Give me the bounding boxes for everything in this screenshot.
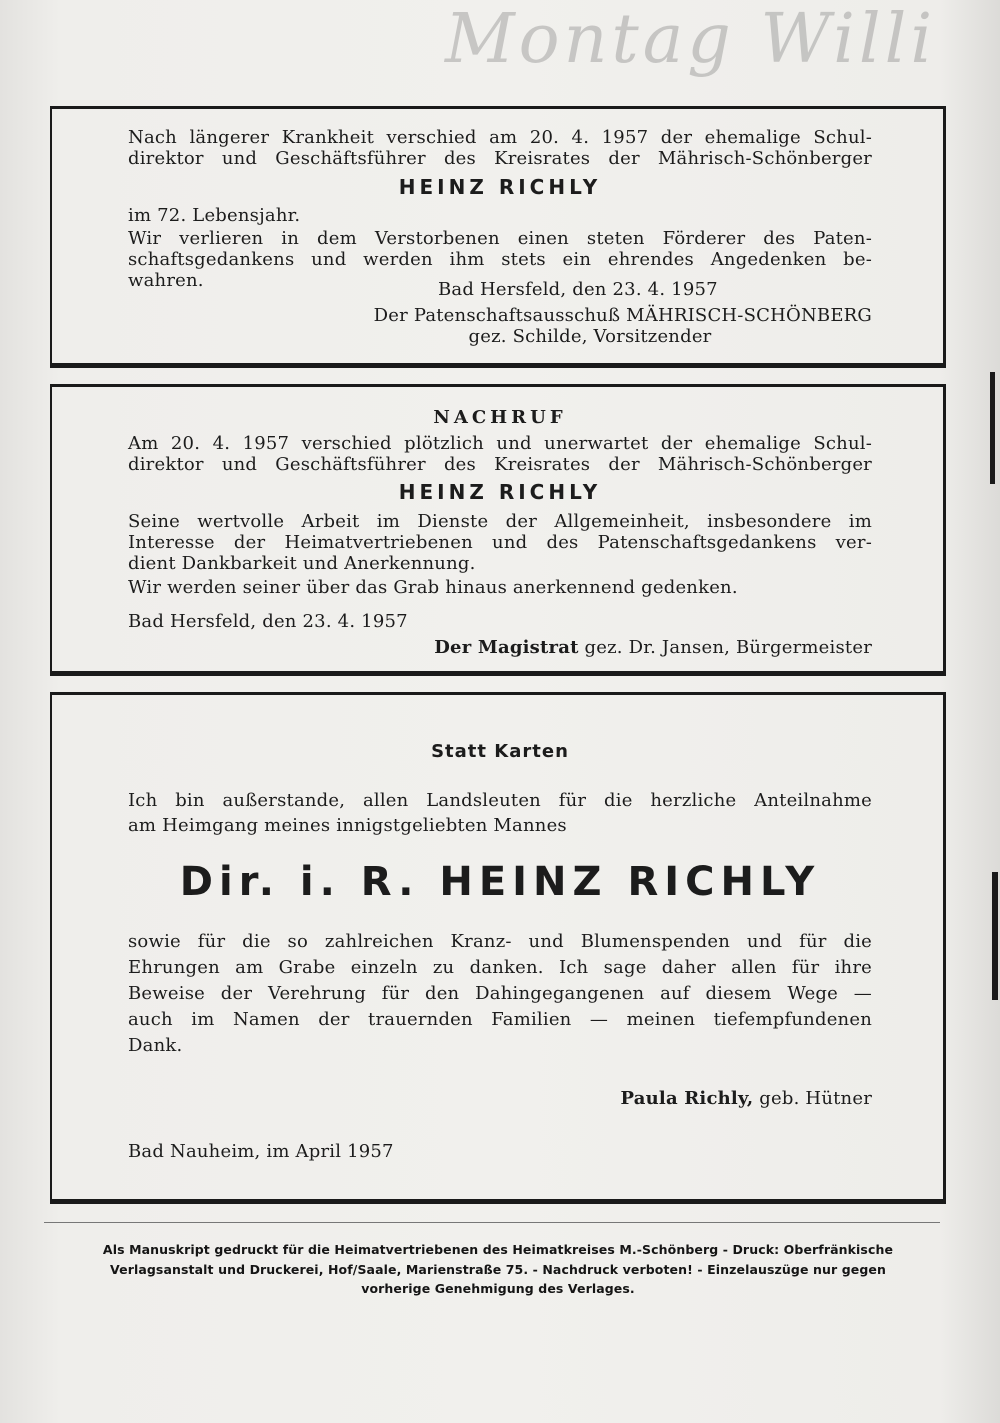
deceased-name: HEINZ RICHLY bbox=[398, 175, 602, 199]
notice-patenschaftsausschuss bbox=[50, 106, 946, 368]
notice1-line: im 72. Lebensjahr. bbox=[128, 205, 301, 226]
notice3-line: Beweise der Verehrung für den Dahingegangenen auf diesem Wege — bbox=[128, 983, 872, 1004]
notice2-signature: gez. Dr. Jansen, Bürgermeister bbox=[584, 637, 872, 658]
notice3-place-date: Bad Nauheim, im April 1957 bbox=[128, 1141, 394, 1162]
handwritten-note: Montag Willi bbox=[445, 0, 937, 79]
footer-line: vorherige Genehmigung des Verlages. bbox=[361, 1281, 635, 1296]
notice1-line: schaftsgedankens und werden ihm stets ein ehrendes Angedenken be- bbox=[128, 249, 872, 270]
statt-karten-heading: Statt Karten bbox=[431, 741, 569, 762]
nachruf-heading: NACHRUF bbox=[433, 407, 567, 428]
notice1-line: wahren. bbox=[128, 270, 204, 291]
notice3-line: sowie für die so zahlreichen Kranz- und Blumenspenden und für die bbox=[128, 931, 872, 952]
deceased-name-large: Dir. i. R. HEINZ RICHLY bbox=[179, 859, 821, 905]
notice3-line: Dank. bbox=[128, 1035, 183, 1056]
notice3-line: Ehrungen am Grabe einzeln zu danken. Ich sage daher allen für ihre bbox=[128, 957, 872, 978]
notice2-signature-line bbox=[128, 637, 872, 658]
notice2-place-date: Bad Hersfeld, den 23. 4. 1957 bbox=[128, 611, 408, 632]
notice-nachruf bbox=[50, 384, 946, 676]
notice1-signature: gez. Schilde, Vorsitzender bbox=[468, 326, 712, 347]
footer-divider bbox=[44, 1222, 940, 1223]
notice2-sender: Der Magistrat bbox=[434, 637, 579, 658]
deceased-name: HEINZ RICHLY bbox=[398, 480, 602, 504]
binding-edge-mark bbox=[992, 872, 998, 1000]
notice3-signer-rest: geb. Hütner bbox=[759, 1088, 872, 1109]
notice2-line: Am 20. 4. 1957 verschied plötzlich und unerwartet der ehemalige Schul- bbox=[128, 433, 872, 454]
notice3-line: auch im Namen der trauernden Familien — meinen tiefempfundenen bbox=[128, 1009, 872, 1030]
notice3-signer-name: Paula Richly, bbox=[620, 1088, 754, 1109]
notice2-line: Seine wertvolle Arbeit im Dienste der Allgemeinheit, insbesondere im bbox=[128, 511, 872, 532]
notice1-line: Wir verlieren in dem Verstorbenen einen steten Förderer des Paten- bbox=[128, 228, 872, 249]
footer-line: Als Manuskript gedruckt für die Heimatvertriebenen des Heimatkreises M.-Schönberg - Druck: Oberfränkische bbox=[102, 1242, 894, 1257]
notice3-line: am Heimgang meines innigstgeliebten Mannes bbox=[128, 815, 567, 836]
notice2-line: direktor und Geschäftsführer des Kreisrates der Mährisch-Schönberger bbox=[128, 454, 872, 475]
notice1-sender: Der Patenschaftsausschuß MÄHRISCH-SCHÖNBERG bbox=[373, 305, 872, 326]
notice1-place-date: Bad Hersfeld, den 23. 4. 1957 bbox=[438, 279, 718, 300]
printer-footer bbox=[50, 1240, 946, 1299]
notice2-line: dient Dankbarkeit und Anerkennung. bbox=[128, 553, 476, 574]
notice1-line: Nach längerer Krankheit verschied am 20. 4. 1957 der ehemalige Schul- bbox=[128, 127, 872, 148]
binding-edge-mark bbox=[990, 372, 995, 484]
notice2-line: Interesse der Heimatvertriebenen und des Patenschaftsgedankens ver- bbox=[128, 532, 872, 553]
notice-statt-karten bbox=[50, 692, 946, 1204]
footer-line: Verlagsanstalt und Druckerei, Hof/Saale, Marienstraße 75. - Nachdruck verboten! - Einzelauszüge nur gegen bbox=[110, 1261, 886, 1277]
notice1-line: direktor und Geschäftsführer des Kreisrates der Mährisch-Schönberger bbox=[128, 148, 872, 169]
notice2-line: Wir werden seiner über das Grab hinaus anerkennend gedenken. bbox=[128, 577, 738, 598]
notice3-signature-line bbox=[128, 1088, 872, 1109]
notice3-line: Ich bin außerstande, allen Landsleuten für die herzliche Anteilnahme bbox=[128, 790, 872, 811]
